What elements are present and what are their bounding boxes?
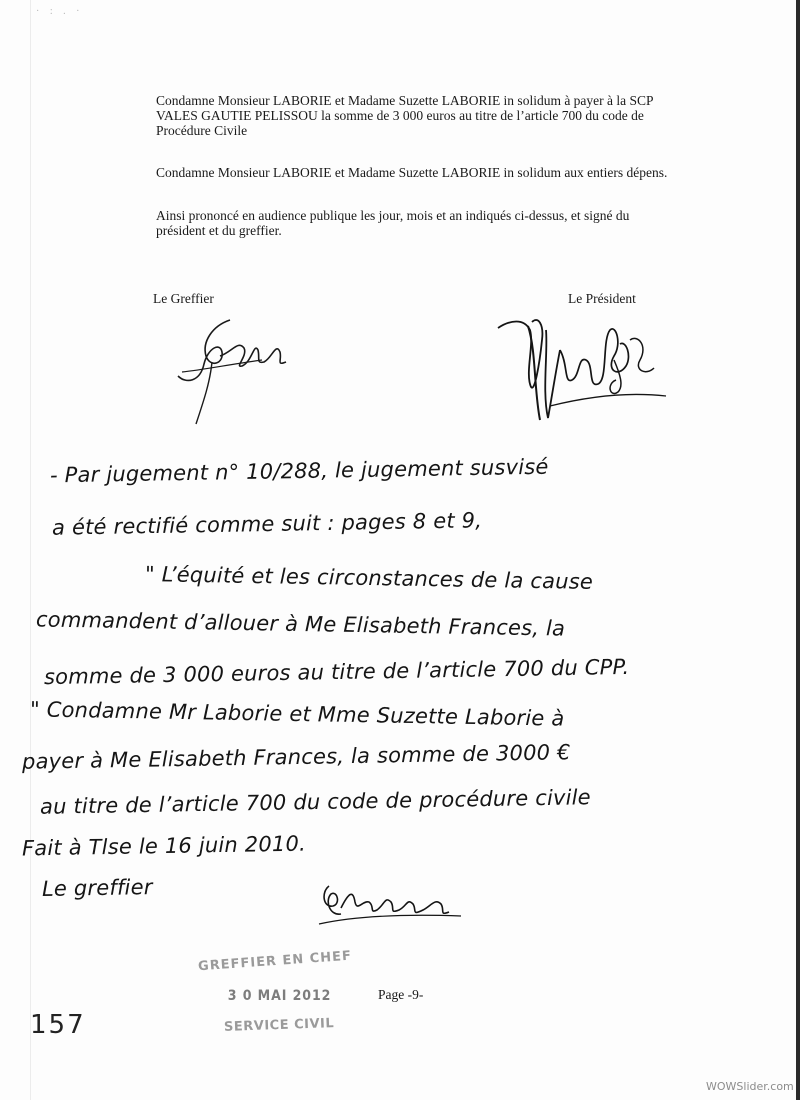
handwritten-line-4: commandent d’allouer à Me Elisabeth Frances, la xyxy=(35,607,566,641)
page-number: Page -9- xyxy=(378,987,424,1002)
handwritten-line-1: - Par jugement n° 10/288, le jugement susvisé xyxy=(49,454,549,488)
handwritten-line-7: payer à Me Elisabeth Frances, la somme de 3000 € xyxy=(21,740,571,774)
handwritten-line-3: " L’équité et les circonstances de la cause xyxy=(144,562,594,594)
handwritten-line-8: au titre de l’article 700 du code de procédure civile xyxy=(39,785,591,819)
handwritten-line-6: " Condamne Mr Laborie et Mme Suzette Laborie à xyxy=(29,697,565,731)
stamp-date: 3 0 MAI 2012 xyxy=(227,988,332,1004)
paragraph-condamne-article-700: Condamne Monsieur LABORIE et Madame Suzette LABORIE in solidum à payer à la SCP VALES GAUTIE PELISSOU la somme de 3 000 euros au titre de l’article 700 du code de Procédure Civile xyxy=(156,93,654,138)
handwritten-line-2: a été rectifié comme suit : pages 8 et 9, xyxy=(51,508,483,540)
stamp-greffier-en-chef: GREFFIER EN CHEF xyxy=(197,948,353,975)
scan-specks: · : . · xyxy=(36,6,84,17)
greffier-handwritten-signature xyxy=(315,872,465,932)
handwritten-line-10: Le greffier xyxy=(41,875,153,901)
president-label: Le Président xyxy=(568,291,636,306)
greffe-stamp xyxy=(188,948,358,1048)
stamp-service-civil: SERVICE CIVIL xyxy=(223,1016,335,1035)
handwritten-line-9: Fait à Tlse le 16 juin 2010. xyxy=(21,831,307,861)
paragraph-ainsi-prononce: Ainsi prononcé en audience publique les jour, mois et an indiqués ci-dessus, et signé du président et du greffier. xyxy=(156,208,630,238)
watermark: WOWSlider.com xyxy=(706,1080,794,1093)
scan-edge-right xyxy=(796,0,800,1100)
paragraph-condamne-depens: Condamne Monsieur LABORIE et Madame Suzette LABORIE in solidum aux entiers dépens. xyxy=(156,165,668,180)
greffier-label: Le Greffier xyxy=(153,291,214,306)
folio-number: 157 xyxy=(30,1010,86,1040)
handwritten-line-5: somme de 3 000 euros au titre de l’article 700 du CPP. xyxy=(43,654,630,690)
president-signature xyxy=(490,300,670,430)
scan-edge-left xyxy=(30,0,31,1100)
greffier-signature xyxy=(172,312,302,432)
